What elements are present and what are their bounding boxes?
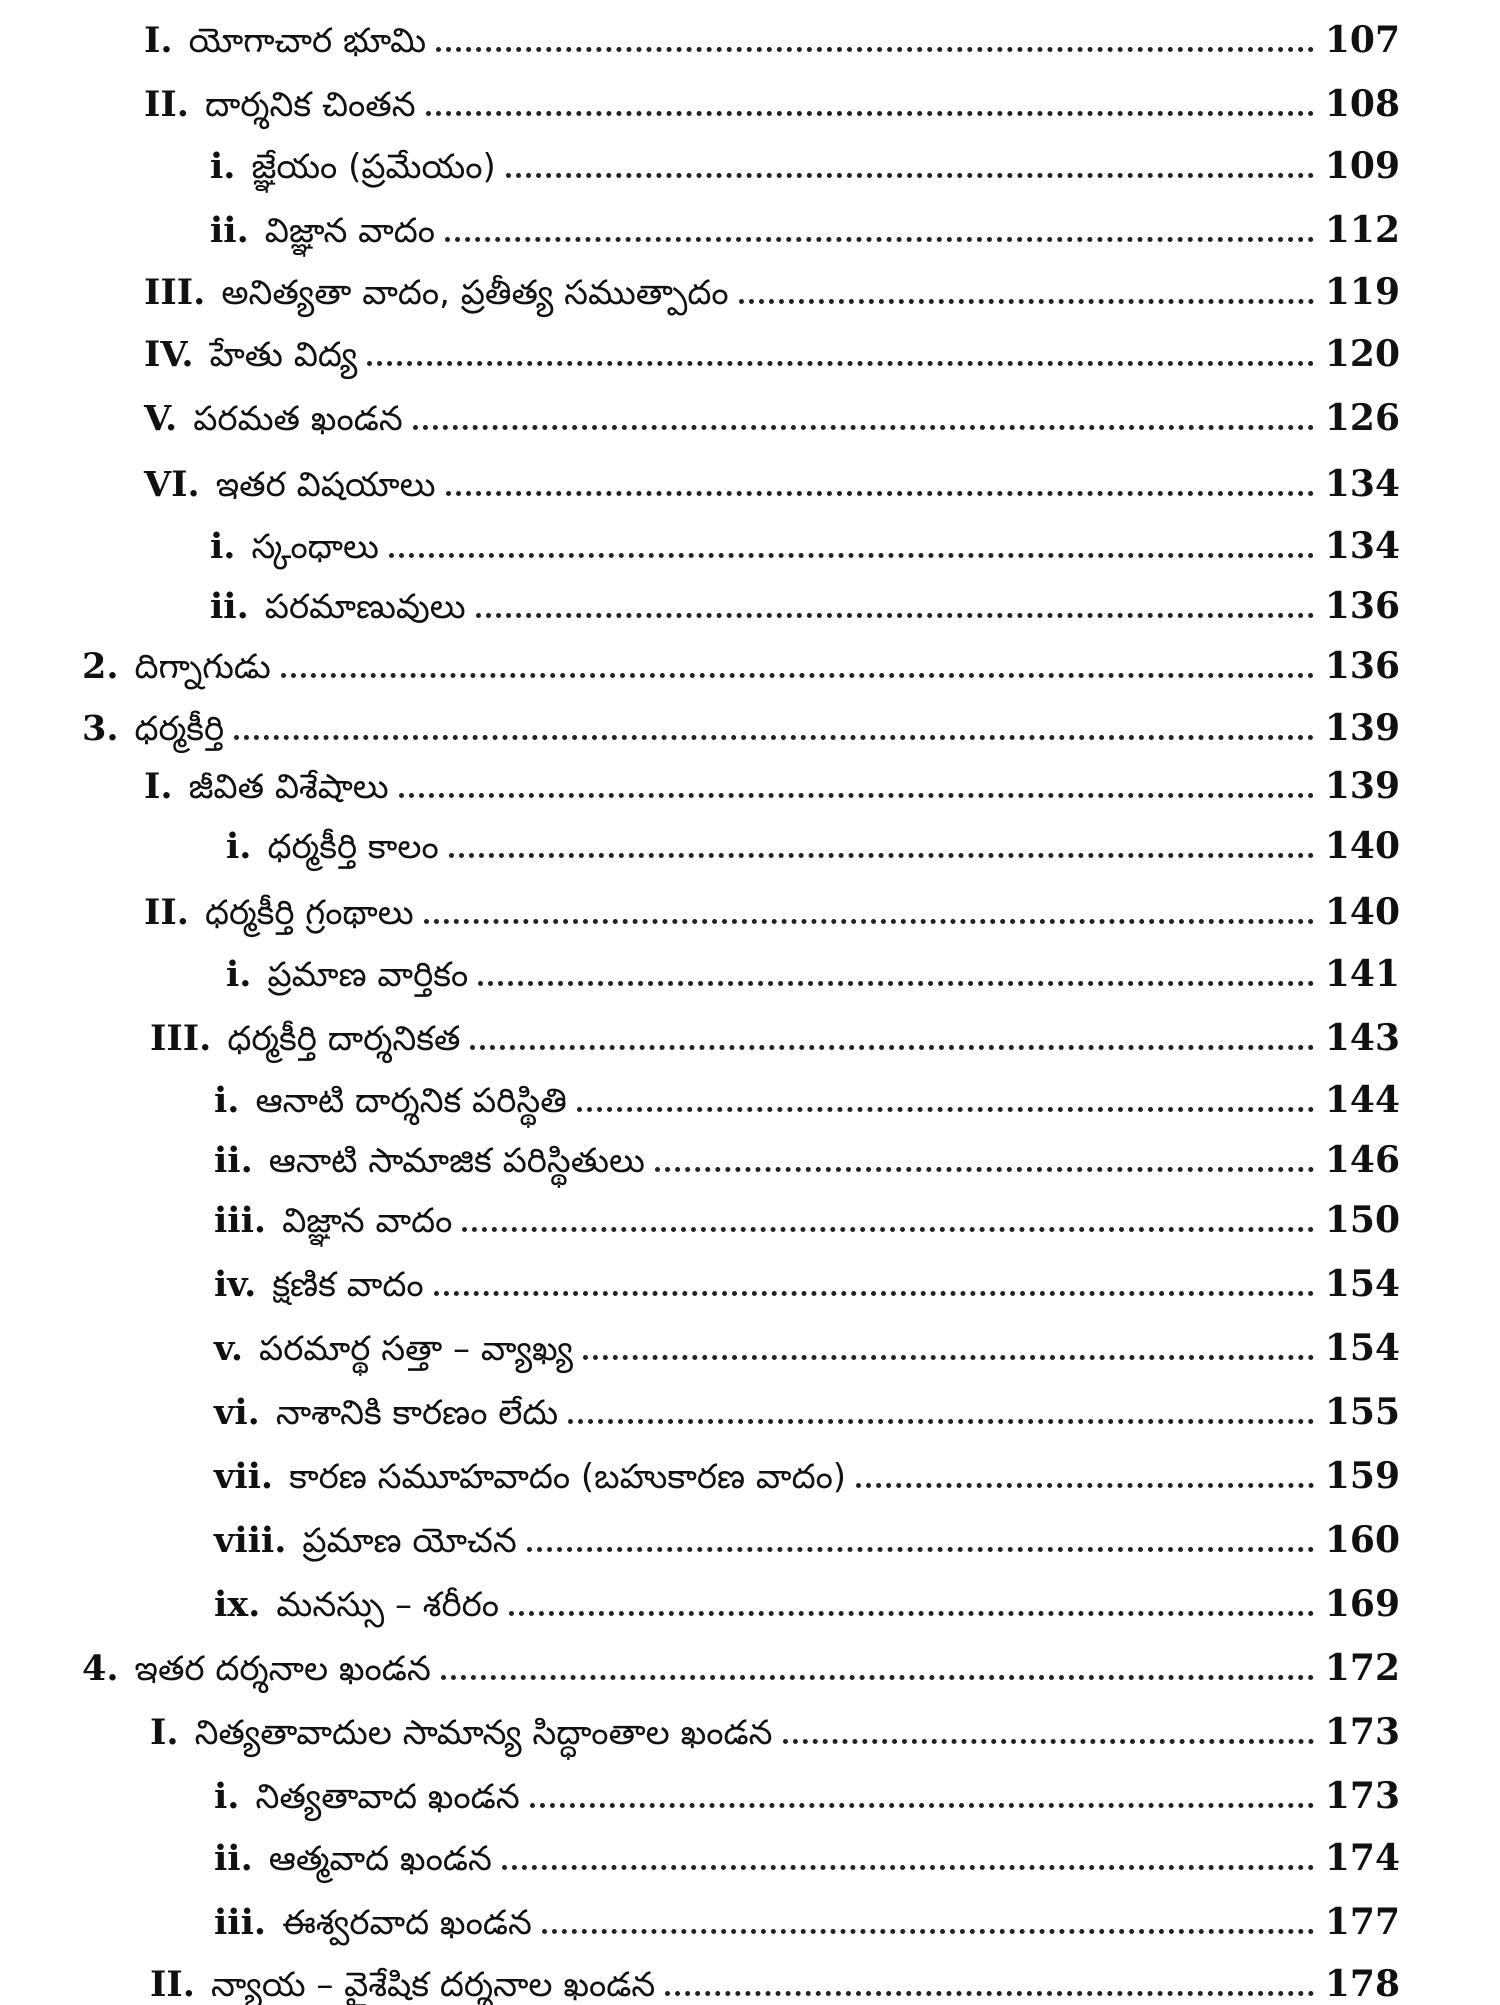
toc-entry — [226, 940, 1400, 995]
toc-entry — [214, 1126, 1400, 1181]
dot-leader — [449, 853, 1314, 858]
toc-entry-page-number: 160 — [1324, 1519, 1400, 1561]
dot-leader — [856, 1483, 1314, 1488]
toc-entry-page-number: 134 — [1324, 463, 1400, 505]
toc-entry-page-number: 159 — [1324, 1455, 1400, 1497]
toc-entry-title: న్యాయ – వైశేషిక దర్శనాల ఖండన — [210, 1965, 656, 2005]
toc-entry-number: i. — [214, 1776, 240, 1817]
toc-entry-title: జీవిత విశేషాలు — [188, 767, 389, 807]
toc-entry-title: విజ్ఞాన వాదం — [264, 211, 436, 251]
toc-entry — [144, 450, 1400, 505]
toc-entry — [210, 196, 1400, 251]
toc-entry-number: I. — [144, 20, 173, 61]
dot-leader — [445, 237, 1314, 242]
toc-entry-title: నిత్యతావాదుల సామాన్య సిద్ధాంతాల ఖండన — [194, 1713, 773, 1753]
toc-entry-title: ధర్మకీర్తి గ్రంథాలు — [204, 893, 414, 933]
dot-leader — [424, 919, 1314, 924]
toc-entry-number: v. — [214, 1328, 244, 1369]
toc-entry-title: ఈశ్వరవాద ఖండన — [282, 1903, 532, 1943]
toc-entry-number: ii. — [214, 1140, 253, 1181]
toc-entry-page-number: 126 — [1324, 397, 1400, 439]
toc-entry-number: V. — [144, 398, 178, 439]
toc-entry-number: I. — [144, 766, 173, 807]
dot-leader — [509, 1611, 1314, 1616]
toc-entry-number: II. — [144, 84, 189, 125]
toc-entry-number: i. — [226, 826, 252, 867]
dot-leader — [399, 793, 1314, 798]
toc-entry-number: III. — [150, 1018, 212, 1059]
toc-entry-title: విజ్ఞాన వాదం — [282, 1201, 453, 1241]
toc-entry — [82, 632, 1400, 687]
toc-entry — [214, 1378, 1400, 1433]
toc-entry-number: ii. — [210, 586, 249, 627]
toc-entry — [214, 1250, 1400, 1305]
toc-entry — [214, 1314, 1400, 1369]
dot-leader — [568, 1419, 1314, 1424]
toc-entry — [214, 1888, 1400, 1943]
toc-entry-number: i. — [210, 526, 236, 567]
toc-entry-page-number: 144 — [1324, 1079, 1400, 1121]
toc-entry-number: III. — [144, 272, 206, 313]
dot-leader — [441, 1675, 1314, 1680]
dot-leader — [478, 981, 1314, 986]
toc-entry-number: ii. — [210, 210, 249, 251]
toc-entry-number: vii. — [214, 1456, 274, 1497]
dot-leader — [367, 361, 1314, 366]
toc-entry — [210, 512, 1400, 567]
dot-leader — [506, 173, 1314, 178]
toc-entry-title: ధర్మకీర్తి దార్శనికత — [227, 1019, 461, 1059]
toc-entry-number: ix. — [214, 1584, 261, 1625]
toc-entry-title: నిత్యతావాద ఖండన — [255, 1777, 520, 1817]
toc-entry-number: II. — [144, 892, 189, 933]
toc-entry-number: vi. — [214, 1392, 260, 1433]
toc-entry-number: i. — [214, 1080, 240, 1121]
toc-entry-page-number: 108 — [1324, 83, 1400, 125]
toc-entry — [150, 1950, 1400, 2005]
toc-entry-title: నాశానికి కారణం లేదు — [275, 1393, 559, 1433]
dot-leader — [462, 1227, 1314, 1232]
toc-entry-page-number: 154 — [1324, 1327, 1400, 1369]
toc-entry-number: i. — [226, 954, 252, 995]
toc-entry-page-number: 173 — [1324, 1711, 1400, 1753]
toc-entry-title: ధర్మకీర్తి కాలం — [267, 827, 439, 867]
dot-leader — [281, 673, 1314, 678]
toc-entry — [144, 70, 1400, 125]
toc-entry-number: 4. — [82, 1648, 119, 1689]
toc-entry — [214, 1442, 1400, 1497]
toc-entry — [144, 258, 1400, 313]
toc-entry — [144, 384, 1400, 439]
toc-entry-title: క్షణిక వాదం — [272, 1265, 424, 1305]
toc-entry-number: 2. — [82, 646, 119, 687]
dot-leader — [476, 613, 1314, 618]
toc-entry — [144, 752, 1400, 807]
toc-entry-number: I. — [150, 1712, 179, 1753]
dot-leader — [502, 1865, 1314, 1870]
toc-entry-number: i. — [210, 146, 236, 187]
dot-leader — [389, 553, 1314, 558]
toc-entry-number: iii. — [214, 1902, 267, 1943]
toc-entry-page-number: 119 — [1324, 271, 1400, 313]
toc-entry-title: ఇతర దర్శనాల ఖండన — [134, 1649, 431, 1689]
dot-leader — [434, 1291, 1314, 1296]
toc-entry-page-number: 107 — [1324, 19, 1400, 61]
toc-entry-number: VI. — [144, 464, 200, 505]
toc-entry-page-number: 178 — [1324, 1963, 1400, 2005]
toc-entry-title: జ్ఞేయం (ప్రమేయం) — [251, 147, 496, 187]
toc-entry-title: పరమత ఖండన — [193, 399, 403, 439]
toc-entry-page-number: 140 — [1324, 891, 1400, 933]
dot-leader — [542, 1929, 1314, 1934]
toc-entry-title: హేతు విద్య — [209, 335, 358, 375]
toc-entry — [144, 6, 1400, 61]
dot-leader — [530, 1803, 1314, 1808]
toc-entry-title: ప్రమాణ వార్తికం — [267, 955, 469, 995]
toc-entry-title: పరమార్థ సత్తా – వ్యాఖ్య — [259, 1329, 573, 1369]
toc-entry-page-number: 150 — [1324, 1199, 1400, 1241]
toc-entry — [214, 1762, 1400, 1817]
dot-leader — [783, 1739, 1314, 1744]
dot-leader — [665, 1991, 1314, 1996]
toc-entry — [214, 1570, 1400, 1625]
toc-entry-page-number: 112 — [1324, 209, 1400, 251]
dot-leader — [470, 1045, 1314, 1050]
dot-leader — [234, 735, 1314, 740]
dot-leader — [655, 1167, 1314, 1172]
toc-entry-page-number: 120 — [1324, 333, 1400, 375]
dot-leader — [739, 299, 1314, 304]
toc-entry-number: iii. — [214, 1200, 267, 1241]
toc-entry-title: ఆనాటి సామాజిక పరిస్థితులు — [268, 1141, 645, 1181]
toc-entry — [150, 1698, 1400, 1753]
toc-entry-page-number: 109 — [1324, 145, 1400, 187]
toc-entry-title: ఆత్మవాద ఖండన — [268, 1839, 492, 1879]
toc-entry — [82, 1634, 1400, 1689]
toc-entry-title: మనస్సు – శరీరం — [276, 1585, 500, 1625]
toc-entry — [144, 878, 1400, 933]
toc-entry-page-number: 177 — [1324, 1901, 1400, 1943]
toc-entry-page-number: 172 — [1324, 1647, 1400, 1689]
dot-leader — [577, 1107, 1314, 1112]
toc-entry-page-number: 140 — [1324, 825, 1400, 867]
dot-leader — [583, 1355, 1314, 1360]
toc-entry-number: IV. — [144, 334, 194, 375]
toc-entry-page-number: 169 — [1324, 1583, 1400, 1625]
toc-entry-page-number: 143 — [1324, 1017, 1400, 1059]
toc-entry-page-number: 173 — [1324, 1775, 1400, 1817]
dot-leader — [426, 111, 1314, 116]
toc-entry-page-number: 154 — [1324, 1263, 1400, 1305]
toc-entry — [210, 132, 1400, 187]
toc-entry-title: పరమాణువులు — [264, 587, 466, 627]
toc-entry-title: దిగ్నాగుడు — [134, 647, 271, 687]
toc-entry-title: ధర్మకీర్తి — [134, 709, 225, 749]
toc-entry-title: దార్శనిక చింతన — [204, 85, 416, 125]
toc-entry — [150, 1004, 1400, 1059]
toc-entry — [226, 812, 1400, 867]
dot-leader — [446, 491, 1315, 496]
toc-entry — [214, 1186, 1400, 1241]
toc-entry-title: యోగాచార భూమి — [188, 21, 427, 61]
toc-entry-page-number: 155 — [1324, 1391, 1400, 1433]
toc-entry-title: ఆనాటి దార్శనిక పరిస్థితి — [255, 1081, 567, 1121]
dot-leader — [413, 425, 1314, 430]
toc-entry — [214, 1506, 1400, 1561]
toc-entry-page-number: 174 — [1324, 1837, 1400, 1879]
toc-entry-page-number: 134 — [1324, 525, 1400, 567]
toc-entry-page-number: 146 — [1324, 1139, 1400, 1181]
toc-entry-number: ii. — [214, 1838, 253, 1879]
toc-entry-page-number: 141 — [1324, 953, 1400, 995]
toc-entry-number: 3. — [82, 708, 119, 749]
toc-entry-page-number: 139 — [1324, 765, 1400, 807]
toc-entry-page-number: 136 — [1324, 585, 1400, 627]
toc-entry — [144, 320, 1400, 375]
toc-entry — [210, 572, 1400, 627]
toc-entry-number: II. — [150, 1964, 195, 2005]
toc-entry-title: కారణ సమూహవాదం (బహుకారణ వాదం) — [289, 1457, 847, 1497]
toc-entry — [214, 1066, 1400, 1121]
toc-entry-page-number: 139 — [1324, 707, 1400, 749]
toc-entry-title: స్కంధాలు — [251, 527, 379, 567]
toc-entry-title: అనిత్యతా వాదం, ప్రతీత్య సముత్పాదం — [221, 273, 729, 313]
toc-entry — [214, 1824, 1400, 1879]
toc-entry-number: iv. — [214, 1264, 257, 1305]
toc-entry-page-number: 136 — [1324, 645, 1400, 687]
toc-entry-number: viii. — [214, 1520, 287, 1561]
toc-entry — [82, 694, 1400, 749]
toc-entry-title: ప్రమాణ యోచన — [302, 1521, 517, 1561]
dot-leader — [527, 1547, 1314, 1552]
toc-entry-title: ఇతర విషయాలు — [215, 465, 436, 505]
dot-leader — [436, 47, 1314, 52]
